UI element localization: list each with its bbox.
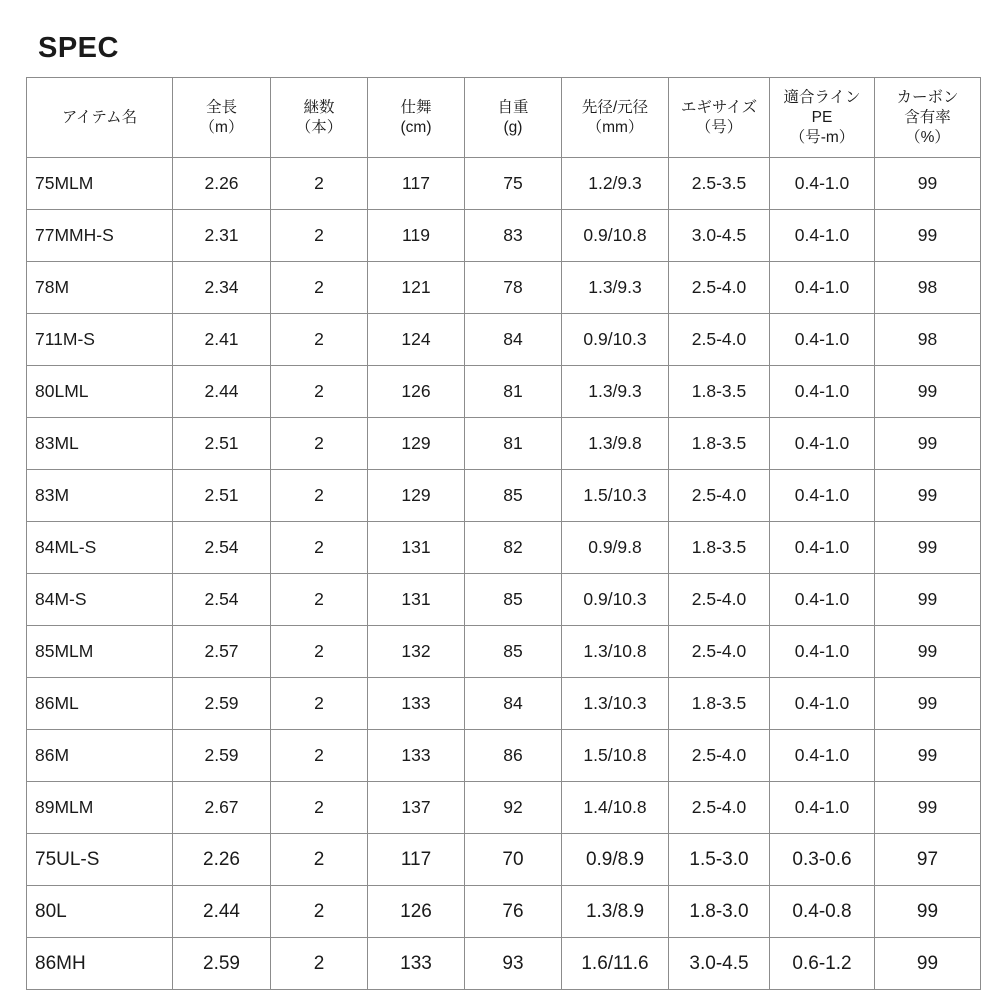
cell-line-pe: 0.4-1.0 bbox=[770, 522, 875, 574]
cell-length: 2.54 bbox=[173, 522, 271, 574]
cell-egi-size: 1.5-3.0 bbox=[669, 834, 770, 886]
cell-line-pe: 0.4-1.0 bbox=[770, 418, 875, 470]
cell-length: 2.41 bbox=[173, 314, 271, 366]
column-header-text: (cm) bbox=[400, 118, 432, 136]
column-header-closed-length bbox=[368, 78, 465, 158]
column-header-text: 含有率 bbox=[904, 108, 951, 126]
cell-egi-size: 2.5-4.0 bbox=[669, 470, 770, 522]
cell-pieces: 2 bbox=[271, 418, 368, 470]
cell-pieces: 2 bbox=[271, 938, 368, 990]
cell-carbon-content: 99 bbox=[875, 574, 981, 626]
cell-egi-size: 2.5-4.0 bbox=[669, 262, 770, 314]
cell-weight: 86 bbox=[465, 730, 562, 782]
cell-line-pe: 0.4-0.8 bbox=[770, 886, 875, 938]
column-header-length bbox=[173, 78, 271, 158]
cell-carbon-content: 99 bbox=[875, 886, 981, 938]
column-header-text: （本） bbox=[295, 118, 343, 136]
table-row bbox=[27, 574, 981, 626]
cell-carbon-content: 99 bbox=[875, 730, 981, 782]
cell-tip-butt-diameter: 0.9/10.3 bbox=[562, 314, 669, 366]
cell-length: 2.59 bbox=[173, 730, 271, 782]
cell-line-pe: 0.4-1.0 bbox=[770, 782, 875, 834]
cell-pieces: 2 bbox=[271, 886, 368, 938]
table-row bbox=[27, 834, 981, 886]
cell-item-name: 711M-S bbox=[27, 314, 173, 366]
cell-egi-size: 1.8-3.5 bbox=[669, 522, 770, 574]
cell-egi-size: 2.5-4.0 bbox=[669, 626, 770, 678]
cell-item-name: 83ML bbox=[27, 418, 173, 470]
cell-pieces: 2 bbox=[271, 314, 368, 366]
cell-line-pe: 0.4-1.0 bbox=[770, 262, 875, 314]
cell-pieces: 2 bbox=[271, 366, 368, 418]
cell-closed-length: 133 bbox=[368, 678, 465, 730]
cell-length: 2.31 bbox=[173, 210, 271, 262]
spec-table bbox=[26, 77, 981, 990]
cell-egi-size: 1.8-3.0 bbox=[669, 886, 770, 938]
cell-item-name: 83M bbox=[27, 470, 173, 522]
cell-line-pe: 0.4-1.0 bbox=[770, 626, 875, 678]
cell-length: 2.54 bbox=[173, 574, 271, 626]
cell-closed-length: 129 bbox=[368, 470, 465, 522]
column-header-text: 適合ライン bbox=[783, 88, 861, 106]
table-row bbox=[27, 418, 981, 470]
cell-carbon-content: 99 bbox=[875, 210, 981, 262]
cell-tip-butt-diameter: 1.2/9.3 bbox=[562, 158, 669, 210]
cell-tip-butt-diameter: 1.3/10.8 bbox=[562, 626, 669, 678]
cell-closed-length: 131 bbox=[368, 522, 465, 574]
cell-length: 2.34 bbox=[173, 262, 271, 314]
table-row bbox=[27, 262, 981, 314]
cell-carbon-content: 99 bbox=[875, 678, 981, 730]
column-header-text: （m） bbox=[199, 118, 244, 136]
column-header-carbon-content bbox=[875, 78, 981, 158]
cell-egi-size: 1.8-3.5 bbox=[669, 418, 770, 470]
column-header-text: （%） bbox=[905, 128, 950, 146]
table-row bbox=[27, 470, 981, 522]
cell-closed-length: 132 bbox=[368, 626, 465, 678]
cell-carbon-content: 97 bbox=[875, 834, 981, 886]
cell-pieces: 2 bbox=[271, 730, 368, 782]
column-header-weight bbox=[465, 78, 562, 158]
column-header-tip-butt-diameter bbox=[562, 78, 669, 158]
cell-closed-length: 126 bbox=[368, 886, 465, 938]
cell-tip-butt-diameter: 0.9/8.9 bbox=[562, 834, 669, 886]
cell-tip-butt-diameter: 1.6/11.6 bbox=[562, 938, 669, 990]
cell-item-name: 86M bbox=[27, 730, 173, 782]
cell-item-name: 75UL-S bbox=[27, 834, 173, 886]
cell-length: 2.44 bbox=[173, 886, 271, 938]
column-header-text: (g) bbox=[503, 118, 523, 136]
cell-line-pe: 0.4-1.0 bbox=[770, 366, 875, 418]
cell-tip-butt-diameter: 1.3/9.3 bbox=[562, 262, 669, 314]
column-header-text: 全長 bbox=[205, 98, 237, 116]
cell-item-name: 86ML bbox=[27, 678, 173, 730]
cell-tip-butt-diameter: 0.9/9.8 bbox=[562, 522, 669, 574]
column-header-text: エギサイズ bbox=[680, 98, 758, 116]
cell-line-pe: 0.4-1.0 bbox=[770, 470, 875, 522]
table-row bbox=[27, 730, 981, 782]
cell-closed-length: 121 bbox=[368, 262, 465, 314]
cell-item-name: 80LML bbox=[27, 366, 173, 418]
cell-line-pe: 0.4-1.0 bbox=[770, 210, 875, 262]
cell-egi-size: 3.0-4.5 bbox=[669, 210, 770, 262]
column-header-text: 継数 bbox=[303, 98, 335, 116]
cell-item-name: 85MLM bbox=[27, 626, 173, 678]
cell-egi-size: 2.5-4.0 bbox=[669, 314, 770, 366]
cell-length: 2.59 bbox=[173, 678, 271, 730]
cell-tip-butt-diameter: 1.3/10.3 bbox=[562, 678, 669, 730]
table-row bbox=[27, 314, 981, 366]
cell-carbon-content: 99 bbox=[875, 626, 981, 678]
cell-weight: 78 bbox=[465, 262, 562, 314]
cell-pieces: 2 bbox=[271, 626, 368, 678]
cell-length: 2.57 bbox=[173, 626, 271, 678]
cell-carbon-content: 99 bbox=[875, 522, 981, 574]
cell-tip-butt-diameter: 1.5/10.8 bbox=[562, 730, 669, 782]
cell-weight: 76 bbox=[465, 886, 562, 938]
cell-item-name: 86MH bbox=[27, 938, 173, 990]
cell-egi-size: 3.0-4.5 bbox=[669, 938, 770, 990]
cell-item-name: 75MLM bbox=[27, 158, 173, 210]
cell-pieces: 2 bbox=[271, 158, 368, 210]
cell-weight: 84 bbox=[465, 678, 562, 730]
cell-item-name: 84ML-S bbox=[27, 522, 173, 574]
column-header-text: カーボン bbox=[896, 88, 959, 106]
cell-weight: 70 bbox=[465, 834, 562, 886]
cell-item-name: 89MLM bbox=[27, 782, 173, 834]
table-row bbox=[27, 366, 981, 418]
cell-egi-size: 2.5-4.0 bbox=[669, 782, 770, 834]
cell-length: 2.26 bbox=[173, 158, 271, 210]
cell-carbon-content: 99 bbox=[875, 158, 981, 210]
cell-weight: 84 bbox=[465, 314, 562, 366]
cell-line-pe: 0.3-0.6 bbox=[770, 834, 875, 886]
cell-length: 2.51 bbox=[173, 470, 271, 522]
page-title: SPEC bbox=[38, 32, 119, 64]
cell-item-name: 78M bbox=[27, 262, 173, 314]
cell-tip-butt-diameter: 1.3/9.8 bbox=[562, 418, 669, 470]
cell-length: 2.67 bbox=[173, 782, 271, 834]
column-header-text: 先径/元径 bbox=[581, 98, 649, 116]
table-row bbox=[27, 782, 981, 834]
column-header-text: （号） bbox=[695, 118, 743, 136]
cell-closed-length: 117 bbox=[368, 158, 465, 210]
cell-closed-length: 129 bbox=[368, 418, 465, 470]
cell-item-name: 77MMH-S bbox=[27, 210, 173, 262]
cell-carbon-content: 98 bbox=[875, 262, 981, 314]
cell-pieces: 2 bbox=[271, 834, 368, 886]
cell-weight: 82 bbox=[465, 522, 562, 574]
cell-tip-butt-diameter: 1.3/9.3 bbox=[562, 366, 669, 418]
table-row bbox=[27, 626, 981, 678]
cell-weight: 81 bbox=[465, 418, 562, 470]
column-header-text: PE bbox=[811, 108, 833, 126]
column-header-text: （号-m） bbox=[789, 128, 855, 146]
cell-carbon-content: 98 bbox=[875, 314, 981, 366]
cell-closed-length: 124 bbox=[368, 314, 465, 366]
cell-pieces: 2 bbox=[271, 470, 368, 522]
table-row bbox=[27, 678, 981, 730]
cell-carbon-content: 99 bbox=[875, 782, 981, 834]
cell-weight: 81 bbox=[465, 366, 562, 418]
cell-length: 2.59 bbox=[173, 938, 271, 990]
cell-weight: 75 bbox=[465, 158, 562, 210]
cell-weight: 85 bbox=[465, 574, 562, 626]
column-header-text: 仕舞 bbox=[400, 98, 432, 116]
cell-pieces: 2 bbox=[271, 522, 368, 574]
cell-pieces: 2 bbox=[271, 574, 368, 626]
cell-item-name: 84M-S bbox=[27, 574, 173, 626]
cell-carbon-content: 99 bbox=[875, 470, 981, 522]
cell-carbon-content: 99 bbox=[875, 418, 981, 470]
table-header-row bbox=[27, 78, 981, 158]
cell-egi-size: 1.8-3.5 bbox=[669, 366, 770, 418]
cell-line-pe: 0.6-1.2 bbox=[770, 938, 875, 990]
cell-length: 2.44 bbox=[173, 366, 271, 418]
cell-closed-length: 126 bbox=[368, 366, 465, 418]
column-header-text: アイテム名 bbox=[61, 108, 138, 126]
cell-closed-length: 133 bbox=[368, 730, 465, 782]
column-header-pieces bbox=[271, 78, 368, 158]
cell-weight: 92 bbox=[465, 782, 562, 834]
cell-tip-butt-diameter: 0.9/10.8 bbox=[562, 210, 669, 262]
cell-pieces: 2 bbox=[271, 262, 368, 314]
cell-egi-size: 1.8-3.5 bbox=[669, 678, 770, 730]
cell-carbon-content: 99 bbox=[875, 366, 981, 418]
table-row bbox=[27, 158, 981, 210]
cell-weight: 83 bbox=[465, 210, 562, 262]
table-row bbox=[27, 522, 981, 574]
table-row bbox=[27, 938, 981, 990]
table-row bbox=[27, 210, 981, 262]
cell-closed-length: 131 bbox=[368, 574, 465, 626]
cell-line-pe: 0.4-1.0 bbox=[770, 730, 875, 782]
cell-closed-length: 133 bbox=[368, 938, 465, 990]
cell-closed-length: 137 bbox=[368, 782, 465, 834]
column-header-egi-size bbox=[669, 78, 770, 158]
cell-tip-butt-diameter: 1.3/8.9 bbox=[562, 886, 669, 938]
cell-line-pe: 0.4-1.0 bbox=[770, 314, 875, 366]
cell-line-pe: 0.4-1.0 bbox=[770, 158, 875, 210]
cell-tip-butt-diameter: 1.5/10.3 bbox=[562, 470, 669, 522]
cell-closed-length: 119 bbox=[368, 210, 465, 262]
column-header-item-name bbox=[27, 78, 173, 158]
cell-egi-size: 2.5-4.0 bbox=[669, 574, 770, 626]
cell-length: 2.51 bbox=[173, 418, 271, 470]
cell-pieces: 2 bbox=[271, 678, 368, 730]
cell-closed-length: 117 bbox=[368, 834, 465, 886]
table-body bbox=[27, 158, 981, 990]
cell-weight: 93 bbox=[465, 938, 562, 990]
cell-line-pe: 0.4-1.0 bbox=[770, 574, 875, 626]
cell-pieces: 2 bbox=[271, 210, 368, 262]
cell-line-pe: 0.4-1.0 bbox=[770, 678, 875, 730]
cell-item-name: 80L bbox=[27, 886, 173, 938]
cell-tip-butt-diameter: 0.9/10.3 bbox=[562, 574, 669, 626]
cell-egi-size: 2.5-4.0 bbox=[669, 730, 770, 782]
cell-weight: 85 bbox=[465, 470, 562, 522]
cell-length: 2.26 bbox=[173, 834, 271, 886]
cell-egi-size: 2.5-3.5 bbox=[669, 158, 770, 210]
table-row bbox=[27, 886, 981, 938]
cell-carbon-content: 99 bbox=[875, 938, 981, 990]
cell-weight: 85 bbox=[465, 626, 562, 678]
column-header-line-pe bbox=[770, 78, 875, 158]
column-header-text: （mm） bbox=[586, 118, 644, 136]
cell-pieces: 2 bbox=[271, 782, 368, 834]
column-header-text: 自重 bbox=[497, 98, 529, 116]
cell-tip-butt-diameter: 1.4/10.8 bbox=[562, 782, 669, 834]
